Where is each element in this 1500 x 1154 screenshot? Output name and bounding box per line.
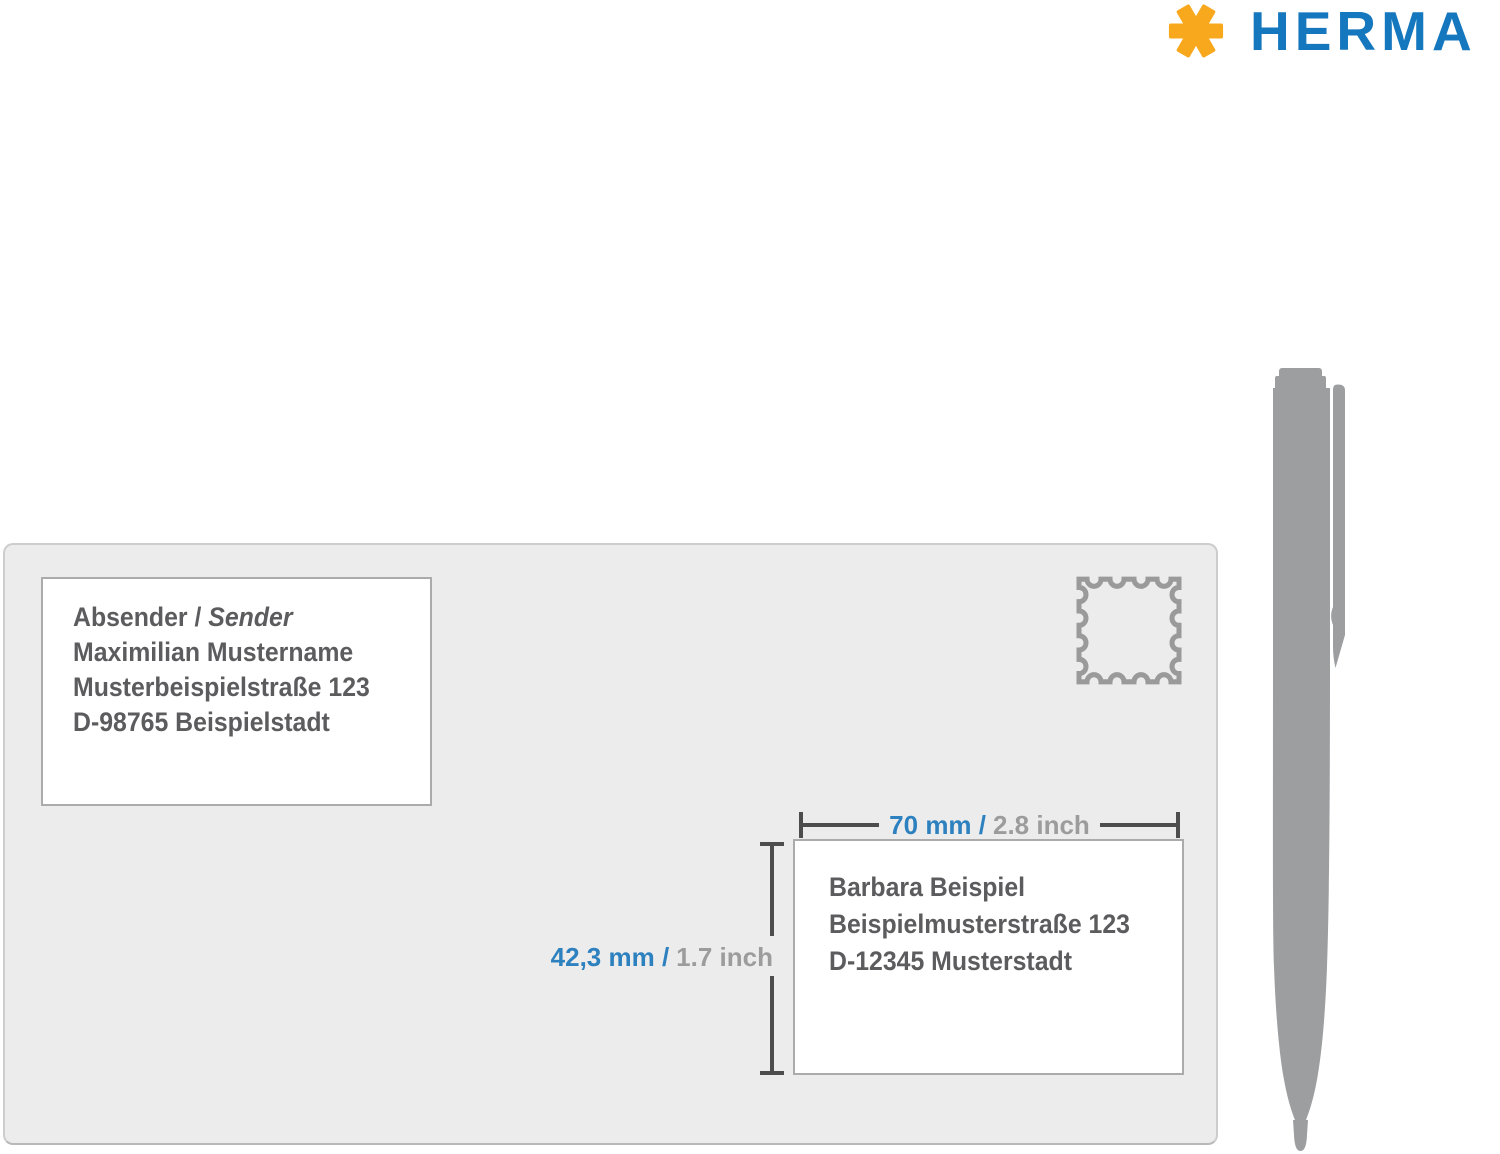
height-dimension-text (353, 941, 773, 973)
recipient-city-line: D-12345 Musterstadt (829, 946, 1072, 976)
dimension-tick-right (1176, 812, 1180, 838)
sender-title-line (73, 600, 401, 635)
recipient-name-line: Barbara Beispiel (829, 872, 1026, 902)
dimension-line-left (803, 823, 879, 827)
sender-name-line: Maximilian Mustername (73, 637, 354, 667)
dimension-tick-bottom (760, 1071, 784, 1075)
herma-logo (1168, 2, 1477, 60)
recipient-address-label (793, 839, 1184, 1075)
height-imperial-value: 1.7 inch (676, 942, 773, 972)
width-dimension-annotation (799, 811, 1180, 839)
sender-title-en: Sender (208, 602, 293, 632)
sender-title-de: Absender / (73, 602, 202, 632)
width-metric-value: 70 mm / (889, 809, 986, 840)
pen-icon (1262, 367, 1352, 1154)
width-dimension-text (889, 810, 1090, 841)
herma-wordmark: HERMA (1250, 0, 1477, 62)
stamp-icon (1073, 573, 1185, 688)
dimension-line-upper (770, 842, 774, 936)
dimension-line-right (1100, 823, 1176, 827)
recipient-street-line: Beispielmusterstraße 123 (829, 909, 1130, 939)
envelope (3, 543, 1218, 1145)
dimension-line-lower (770, 976, 774, 1073)
height-metric-value: 42,3 mm / (550, 942, 670, 972)
sender-address-label (41, 577, 432, 806)
sender-city-line: D-98765 Beispielstadt (73, 707, 330, 737)
sender-address-text (73, 600, 401, 740)
width-imperial-value: 2.8 inch (993, 809, 1090, 840)
herma-star-icon (1168, 3, 1224, 59)
recipient-address-text (829, 869, 1154, 980)
sender-street-line: Musterbeispielstraße 123 (73, 672, 370, 702)
